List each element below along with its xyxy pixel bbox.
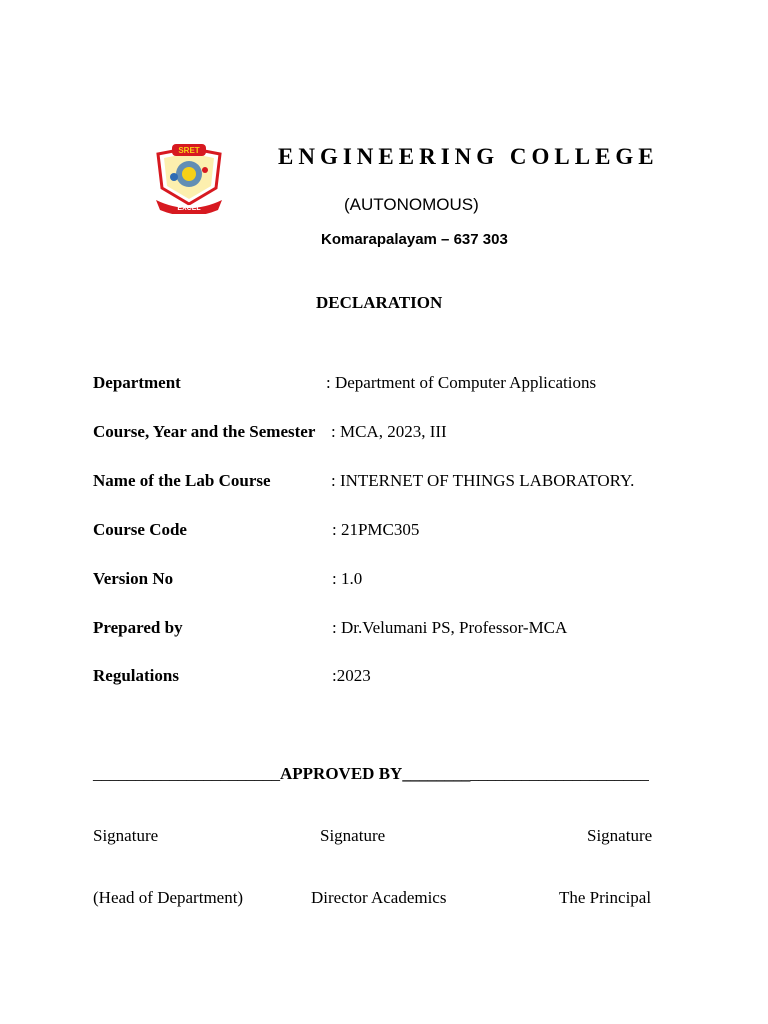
approved-right-rule: _____________________ [470, 764, 649, 783]
document-title: DECLARATION [316, 293, 443, 312]
approved-left-rule: ______________________ [93, 764, 280, 783]
role-principal: The Principal [559, 888, 652, 907]
course-code-label: Course Code [93, 520, 187, 539]
signature-director: Signature [320, 826, 386, 845]
lab-course-value: : INTERNET OF THINGS LABORATORY. [331, 471, 635, 490]
regulations-value: :2023 [332, 666, 371, 685]
logo-bottom-text: EXCEL [177, 205, 201, 212]
course-year-semester-value: : MCA, 2023, III [331, 422, 447, 441]
role-hod: (Head of Department) [93, 888, 244, 907]
regulations-label: Regulations [93, 666, 179, 685]
department-label: Department [93, 373, 181, 392]
approved-by-label: APPROVED BY [280, 764, 403, 783]
course-code-value: : 21PMC305 [332, 520, 420, 539]
prepared-by-label: Prepared by [93, 618, 183, 637]
signature-principal: Signature [587, 826, 653, 845]
version-label: Version No [93, 569, 174, 588]
role-director: Director Academics [311, 888, 447, 907]
department-value: : Department of Computer Applications [326, 373, 597, 392]
signature-hod: Signature [93, 826, 159, 845]
logo-top-text: SRET [178, 146, 200, 155]
lab-course-label: Name of the Lab Course [93, 471, 271, 490]
college-logo [152, 144, 226, 214]
college-location: Komarapalayam – 637 303 [321, 231, 508, 248]
course-year-semester-label: Course, Year and the Semester [93, 422, 316, 441]
approved-mid-rule: ________ [402, 764, 471, 783]
version-value: : 1.0 [332, 569, 363, 588]
autonomous-label: (AUTONOMOUS) [344, 195, 479, 214]
college-name: ENGINEERING COLLEGE [278, 144, 659, 169]
approved-by-line [93, 764, 649, 784]
prepared-by-value: : Dr.Velumani PS, Professor-MCA [332, 618, 568, 637]
